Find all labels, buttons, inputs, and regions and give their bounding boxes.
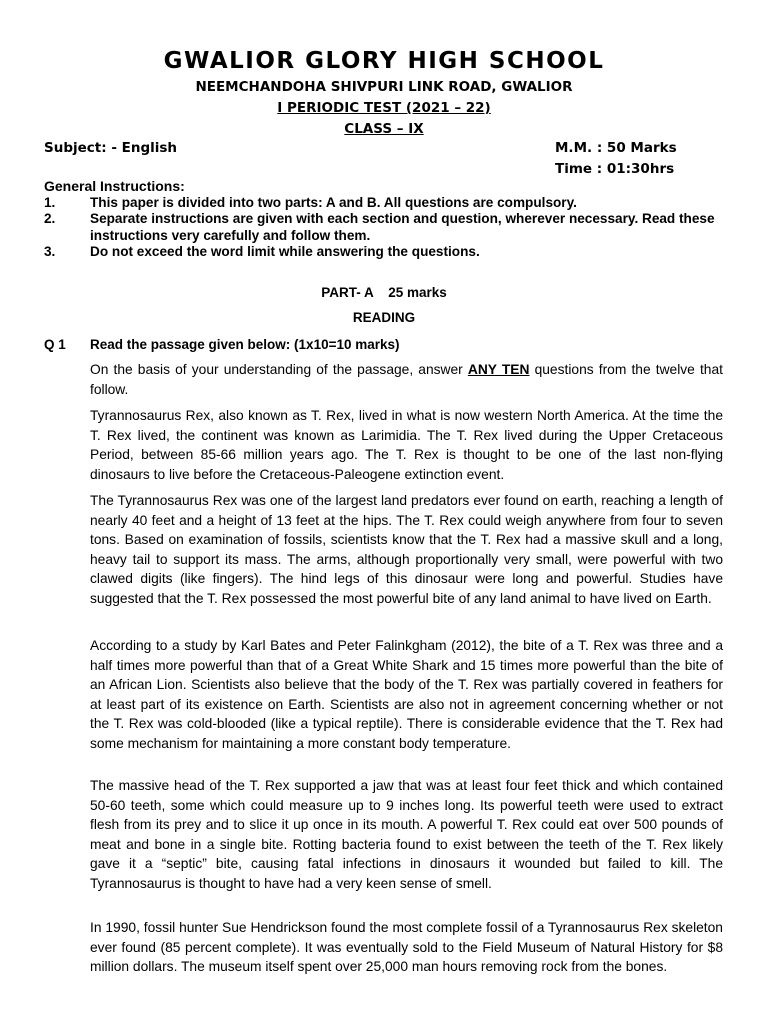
instruction-text: This paper is divided into two parts: A and B. All questions are compulsory. xyxy=(90,195,577,210)
school-address: NEEMCHANDOHA SHIVPURI LINK ROAD, GWALIOR xyxy=(195,79,573,95)
question-number: Q 1 xyxy=(44,337,66,352)
instruction-item xyxy=(44,211,734,244)
passage-paragraph: In 1990, fossil hunter Sue Hendrickson found the most complete fossil of a Tyrannosaurus Rex skeleton ever found (85 percent complete). It was eventually sold to the Field Museum of Natural History for $8 million dollars. The museum itself spent over 25,000 man hours removing rock from the bones. xyxy=(90,920,723,975)
instruction-number: 1. xyxy=(44,195,56,210)
instructions-title: General Instructions: xyxy=(44,178,185,194)
passage-paragraph: According to a study by Karl Bates and Peter Falinkgham (2012), the bite of a T. Rex was three and a half times more powerful than that of a Great White Shark and 15 times more powerful than the bite of an African Lion. Scientists also believe that the body of the T. Rex was partially covered in feathers for at least part of its existence on Earth. Scientists are also not in agreement concerning whether or not the T. Rex was cold-blooded (like a typical reptile). There is considerable evidence that the T. Rex had some mechanism for maintaining a more constant body temperature. xyxy=(90,638,723,751)
part-heading: PART- A 25 marks xyxy=(321,285,447,300)
school-name: GWALIOR GLORY HIGH SCHOOL xyxy=(163,48,605,74)
instruction-item xyxy=(44,244,734,261)
section-heading: READING xyxy=(352,310,416,325)
passage-intro xyxy=(90,360,723,399)
instruction-number: 3. xyxy=(44,244,56,259)
question-text: Read the passage given below: (1x10=10 marks) xyxy=(90,337,400,352)
intro-emphasis: ANY TEN xyxy=(467,362,530,377)
instruction-number: 2. xyxy=(44,211,56,226)
subject-label: Subject: - English xyxy=(44,140,178,156)
test-name: I PERIODIC TEST (2021 – 22) xyxy=(277,100,491,116)
class-label: CLASS – IX xyxy=(344,121,424,137)
passage-paragraph: The massive head of the T. Rex supported a jaw that was at least four feet thick and which contained 50-60 teeth, some which could measure up to 9 inches long. Its powerful teeth were used to extract flesh from its prey and to slice it up once in its mouth. A powerful T. Rex could eat over 500 pounds of meat and bone in a single bite. Rotting bacteria found to exist between the teeth of the T. Rex likely gave it a “septic” bite, causing fatal infections in dinosaurs it wounded but failed to kill. The Tyrannosaurus is thought to have had a very keen sense of smell. xyxy=(90,778,723,891)
intro-text: On the basis of your understanding of the passage, answer xyxy=(90,362,468,377)
instruction-text: Separate instructions are given with each section and question, wherever necessary. Read these instructions very carefully and follow them. xyxy=(90,211,715,243)
instruction-item xyxy=(44,195,734,212)
max-marks: M.M. : 50 Marks xyxy=(555,140,677,156)
intro-text-end: questions from the twelve that follow. xyxy=(90,362,723,397)
passage-paragraph: Tyrannosaurus Rex, also known as T. Rex, lived in what is now western North America. At the time the T. Rex lived, the continent was known as Larimidia. The T. Rex lived during the Upper Cretaceous Period, between 85-66 million years ago. The T. Rex is thought to be one of the last non-flying dinosaurs to live before the Cretaceous-Paleogene extinction event. xyxy=(90,408,723,482)
instruction-text: Do not exceed the word limit while answering the questions. xyxy=(90,244,480,259)
passage-paragraph: The Tyrannosaurus Rex was one of the largest land predators ever found on earth, reaching a length of nearly 40 feet and a height of 13 feet at the hips. The T. Rex could weigh anywhere from four to seven tons. Based on examination of fossils, scientists know that the T. Rex had a massive skull and a long, heavy tail to support its mass. The arms, although proportionally very small, were powerful with two clawed digits (like fingers). The hind legs of this dinosaur were long and powerful. Studies have suggested that the T. Rex possessed the most powerful bite of any land animal to have lived on Earth. xyxy=(90,493,723,606)
time-allowed: Time : 01:30hrs xyxy=(555,161,675,177)
